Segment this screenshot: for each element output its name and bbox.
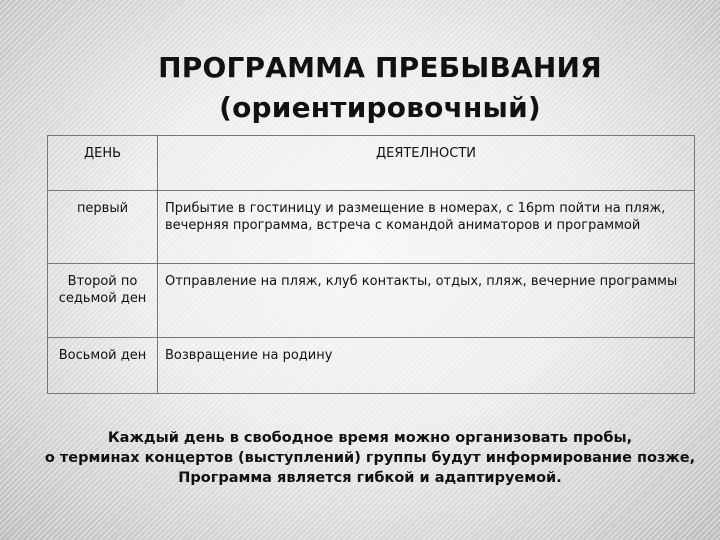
- header-activities: ДЕЯТЕЛНОСТИ: [158, 136, 695, 191]
- header-day: ДЕНЬ: [48, 136, 158, 191]
- table-row: [48, 191, 695, 264]
- activity-cell: Возвращение на родину: [158, 338, 695, 394]
- table-header-row: [48, 136, 695, 191]
- activity-cell: Отправление на пляж, клуб контакты, отдых, пляж, вечерние программы: [158, 264, 695, 338]
- schedule-table: [47, 135, 695, 394]
- note-line-1: Каждый день в свободное время можно организовать пробы,: [107, 430, 633, 446]
- activity-cell: Прибытие в гостиницу и размещение в номерах, с 16pm пойти на пляж, вечерняя программа, встреча с командой аниматоров и программой: [158, 191, 695, 264]
- day-cell: первый: [48, 191, 158, 264]
- table-row: [48, 264, 695, 338]
- table-row: [48, 338, 695, 394]
- note-line-3: Программа является гибкой и адаптируемой.: [178, 470, 562, 486]
- title-line-2: (ориентировочный): [219, 91, 541, 124]
- footer-note: [40, 428, 700, 488]
- title-line-1: ПРОГРАММА ПРЕБЫВАНИЯ: [158, 51, 602, 84]
- day-cell: Второй по седьмой ден: [48, 264, 158, 338]
- note-line-2: о терминах концертов (выступлений) группы будут информирование позже,: [44, 450, 696, 466]
- day-cell: Восьмой ден: [48, 338, 158, 394]
- page-title: [100, 48, 660, 128]
